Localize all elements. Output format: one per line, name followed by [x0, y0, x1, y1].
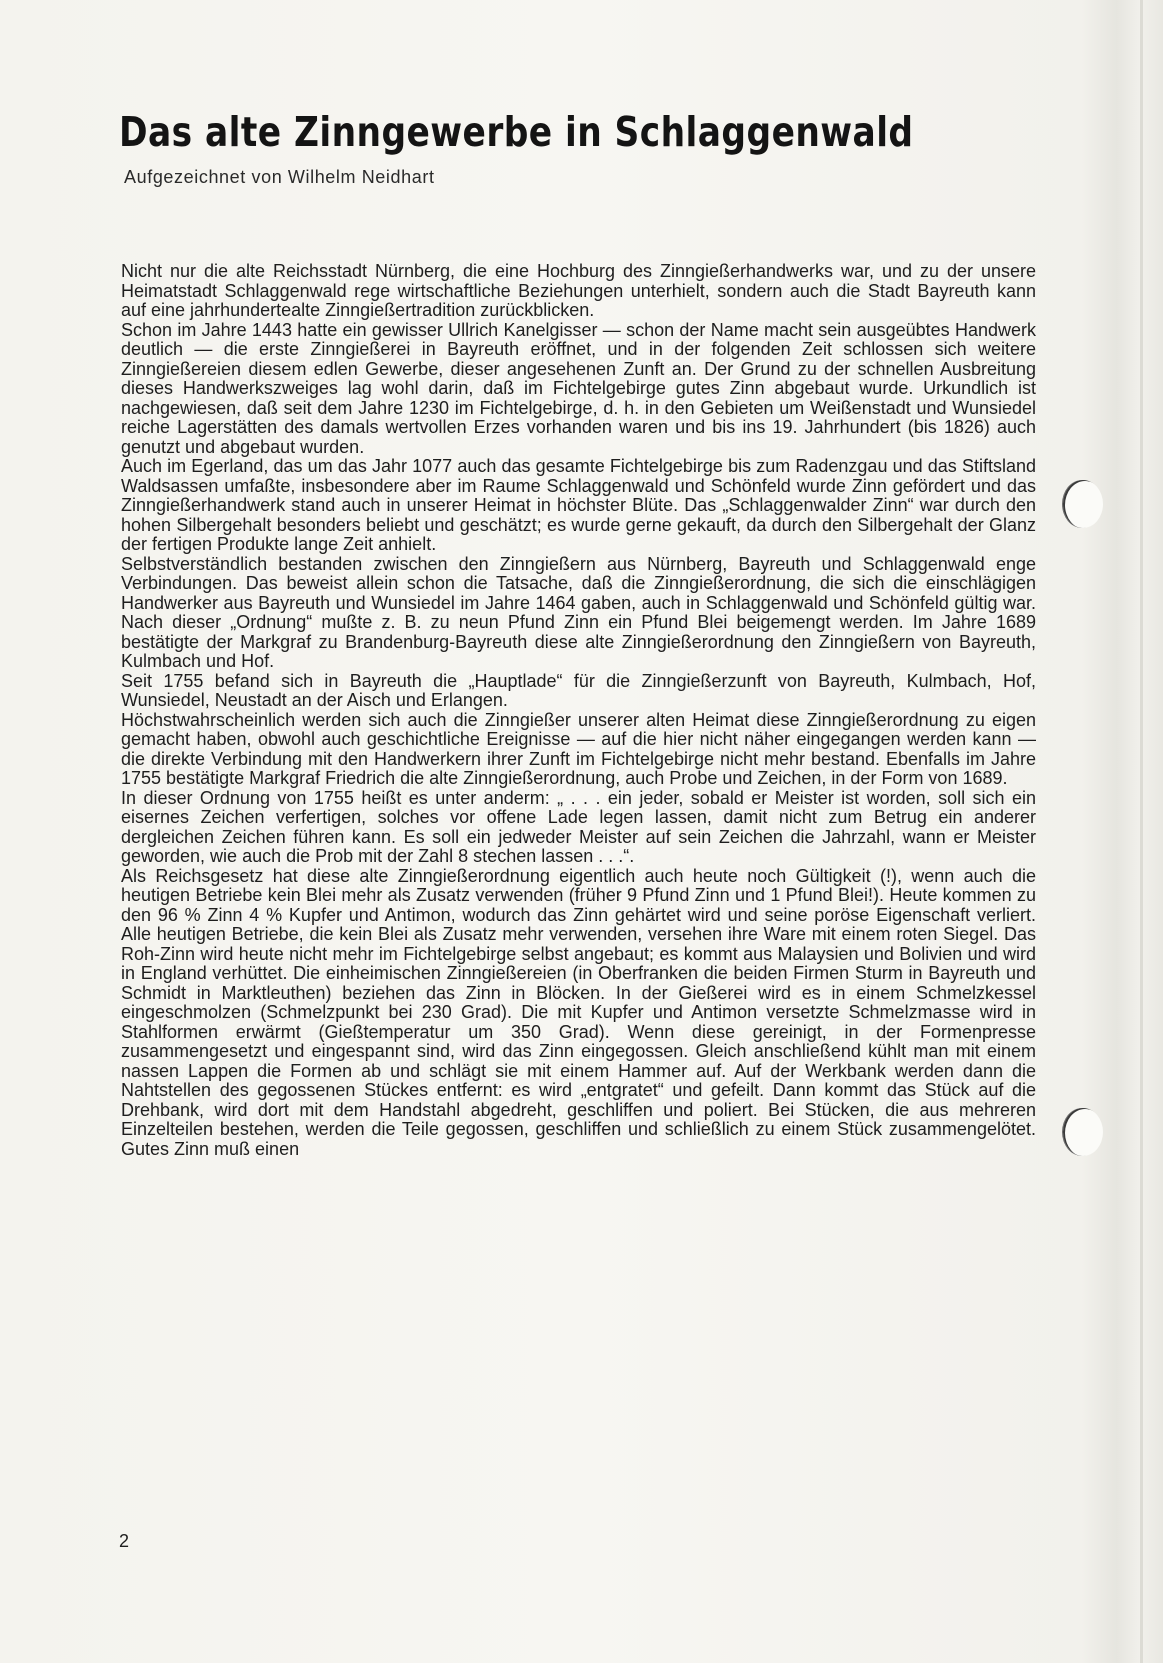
paragraph: Seit 1755 befand sich in Bayreuth die „Hauptlade“ für die Zinngießerzunft von Bayreuth, Kulmbach, Hof, Wunsiedel, Neustadt an der Aisch und Erlangen. [121, 670, 1036, 710]
paragraph: Nicht nur die alte Reichsstadt Nürnberg, die eine Hochburg des Zinngießerhandwerks war, und zu der unsere Heimatstadt Schlaggenwald rege wirtschaftliche Beziehungen unterhielt, sondern auch die Stadt Bayreuth kann auf eine jahrhundertealte Zinngießertradition zurückblicken. [121, 261, 1036, 320]
paragraph: Als Reichsgesetz hat diese alte Zinngießerordnung eigentlich auch heute noch Gültigkeit (!), wenn auch die heutigen Betriebe kein Blei mehr als Zusatz verwenden (früher 9 Pfund Zinn und 1 Pfund Blei!). Heute kommen zu den 96 % Zinn 4 % Kupfer und Antimon, wodurch das Zinn gehärtet wird und seine poröse Eigenschaft verliert. Alle heutigen Betriebe, die kein Blei als Zusatz mehr verwenden, versehen ihre Ware mit einem roten Siegel. Das Roh-Zinn wird heute nicht mehr im Fichtelgebirge selbst angebaut; es kommt aus Malaysien und Bolivien und wird in England verhüttet. Die einheimischen Zinngießereien (in Oberfranken die beiden Firmen Sturm in Bayreuth und Schmidt in Marktleuthen) beziehen das Zinn in Blöcken. In der Gießerei wird es in einem Schmelzkessel eingeschmolzen (Schmelzpunkt bei 230 Grad). Die mit Kupfer und Antimon versetzte Schmelzmasse wird in Stahlformen erwärmt (Gießtemperatur um 350 Grad). Wenn diese gereinigt, in der Formenpresse zusammengesetzt und eingespannt sind, wird das Zinn eingegossen. Gleich anschließend kühlt man mit einem nassen Lappen die Formen ab und schlägt sie mit einem Hammer auf. Auf der Werkbank werden dann die Nahtstellen des gegossenen Stückes entfernt: es wird „entgratet“ und gefeilt. Dann kommt das Stück auf die Drehbank, wird dort mit dem Handstahl abgedreht, geschliffen und poliert. Bei Stücken, die aus mehreren Einzelteilen bestehen, werden die Teile gegossen, geschliffen und schließlich zu einem Stück zusammengelötet. Gutes Zinn muß einen [121, 865, 1036, 1159]
paragraph: In dieser Ordnung von 1755 heißt es unter anderm: „ . . . ein jeder, sobald er Meister ist worden, soll sich ein eisernes Zeichen verfertigen, solches vor offene Lade legen lassen, damit nicht zum Betrug ein anderer dergleichen Zeichen führen kann. Es soll ein jedweder Meister auf sein Zeichen die Jahrzahl, wann er Meister geworden, wie auch die Prob mit der Zahl 8 stechen lassen . . .“. [121, 787, 1036, 866]
page-number: 2 [119, 1531, 130, 1551]
punch-hole [1063, 480, 1103, 528]
paragraph: Schon im Jahre 1443 hatte ein gewisser Ullrich Kanelgisser — schon der Name macht sein ausgeübtes Handwerk deutlich — die erste Zinngießerei in Bayreuth eröffnet, und in der folgenden Zeit schlossen sich weitere Zinngießereien diesem edlen Gewerbe, dieser angesehenen Zunft an. Der Grund zu der schnellen Ausbreitung dieses Handwerkszweiges lag wohl darin, daß im Fichtelgebirge gutes Zinn abgebaut wurde. Urkundlich ist nachgewiesen, daß seit dem Jahre 1230 im Fichtelgebirge, d. h. in den Gebieten um Weißenstadt und Wunsiedel reiche Lagerstätten des damals wertvollen Erzes vorhanden waren und bis ins 19. Jahrhundert (bis 1826) auch genutzt und abgebaut wurden. [121, 319, 1036, 457]
article-byline: Aufgezeichnet von Wilhelm Neidhart [124, 167, 435, 187]
paragraph: Auch im Egerland, das um das Jahr 1077 auch das gesamte Fichtelgebirge bis zum Radenzgau und das Stiftsland Waldsassen umfaßte, insbesondere aber im Raume Schlaggenwald und Schönfeld wurde Zinn gefördert und das Zinngießerhandwerk stand auch in unserer Heimat in höchster Blüte. Das „Schlaggenwalder Zinn“ war durch den hohen Silbergehalt besonders beliebt und geschätzt; es wurde gerne gekauft, da durch den Silbergehalt der Glanz der fertigen Produkte lange Zeit anhielt. [121, 456, 1036, 554]
article-body [121, 262, 1036, 1159]
page-fold-shadow [1140, 0, 1143, 1663]
paragraph: Selbstverständlich bestanden zwischen den Zinngießern aus Nürnberg, Bayreuth und Schlaggenwald enge Verbindungen. Das beweist allein schon die Tatsache, daß die Zinngießerordnung, die sich die einschlägigen Handwerker aus Bayreuth und Wunsiedel im Jahre 1464 gaben, auch in Schlaggenwald und Schönfeld gültig war. Nach dieser „Ordnung“ mußte z. B. zu neun Pfund Zinn ein Pfund Blei beigemengt werden. Im Jahre 1689 bestätigte der Markgraf zu Brandenburg-Bayreuth diese alte Zinngießerordnung den Zinngießern von Bayreuth, Kulmbach und Hof. [121, 553, 1036, 671]
article-title: Das alte Zinngewerbe in Schlaggenwald [119, 108, 914, 156]
punch-hole [1063, 1108, 1103, 1156]
paragraph: Höchstwahrscheinlich werden sich auch die Zinngießer unserer alten Heimat diese Zinngießerordnung zu eigen gemacht haben, obwohl auch geschichtliche Ereignisse — auf die hier nicht näher eingegangen werden kann — die direkte Verbindung mit den Handwerkern ihrer Zunft im Fichtelgebirge nicht mehr bestand. Ebenfalls im Jahre 1755 bestätigte Markgraf Friedrich die alte Zinngießerordnung, auch Probe und Zeichen, in der Form von 1689. [121, 709, 1036, 788]
